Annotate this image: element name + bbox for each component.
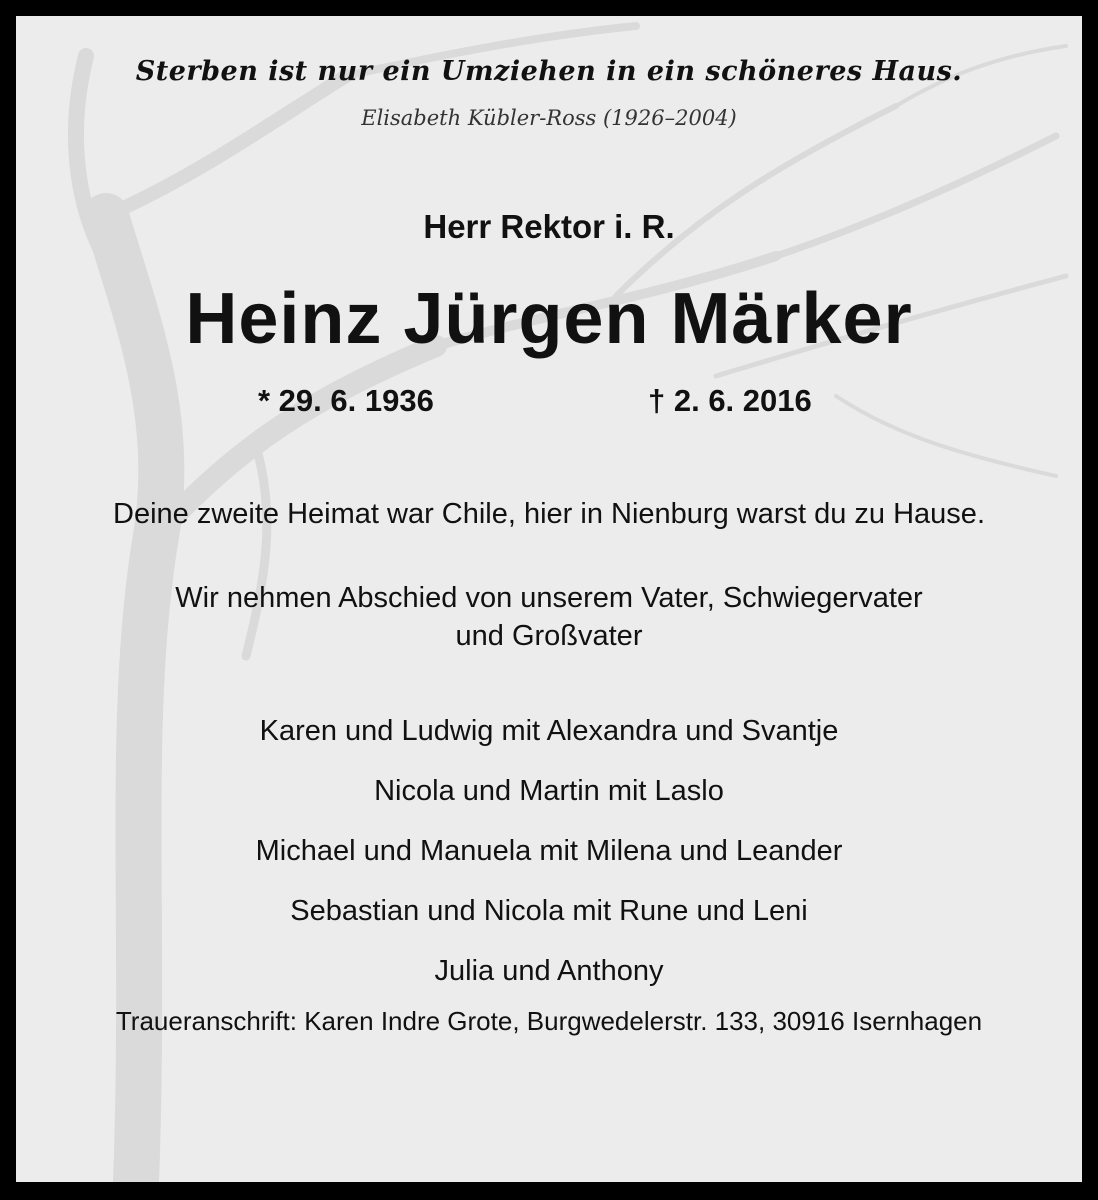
mourning-address: Traueranschrift: Karen Indre Grote, Burgwedelerstr. 133, 30916 Isernhagen: [115, 1006, 983, 1036]
mourners-list: [16, 712, 1082, 1012]
deceased-name: Heinz Jürgen Märker: [185, 279, 913, 359]
quote-author: Elisabeth Kübler-Ross (1926–2004): [361, 106, 737, 130]
mourner-line: Nicola und Martin mit Laslo: [374, 775, 724, 807]
deceased-title: Herr Rektor i. R.: [423, 208, 675, 245]
birth-date: * 29. 6. 1936: [258, 383, 434, 418]
mourner-line: Michael und Manuela mit Milena und Leander: [255, 835, 843, 867]
obituary-notice: [16, 16, 1082, 1182]
farewell-line-2: und Großvater: [455, 620, 643, 652]
death-date: † 2. 6. 2016: [648, 383, 812, 418]
quote-text: Sterben ist nur ein Umziehen in ein schöneres Haus.: [135, 56, 963, 87]
farewell-line-1: Wir nehmen Abschied von unserem Vater, Schwiegervater: [175, 582, 923, 614]
mourner-line: Karen und Ludwig mit Alexandra und Svantje: [259, 715, 839, 747]
mourner-line: Sebastian und Nicola mit Rune und Leni: [290, 895, 808, 927]
mourner-line: Julia und Anthony: [434, 955, 664, 987]
home-line: Deine zweite Heimat war Chile, hier in Nienburg warst du zu Hause.: [113, 498, 985, 530]
